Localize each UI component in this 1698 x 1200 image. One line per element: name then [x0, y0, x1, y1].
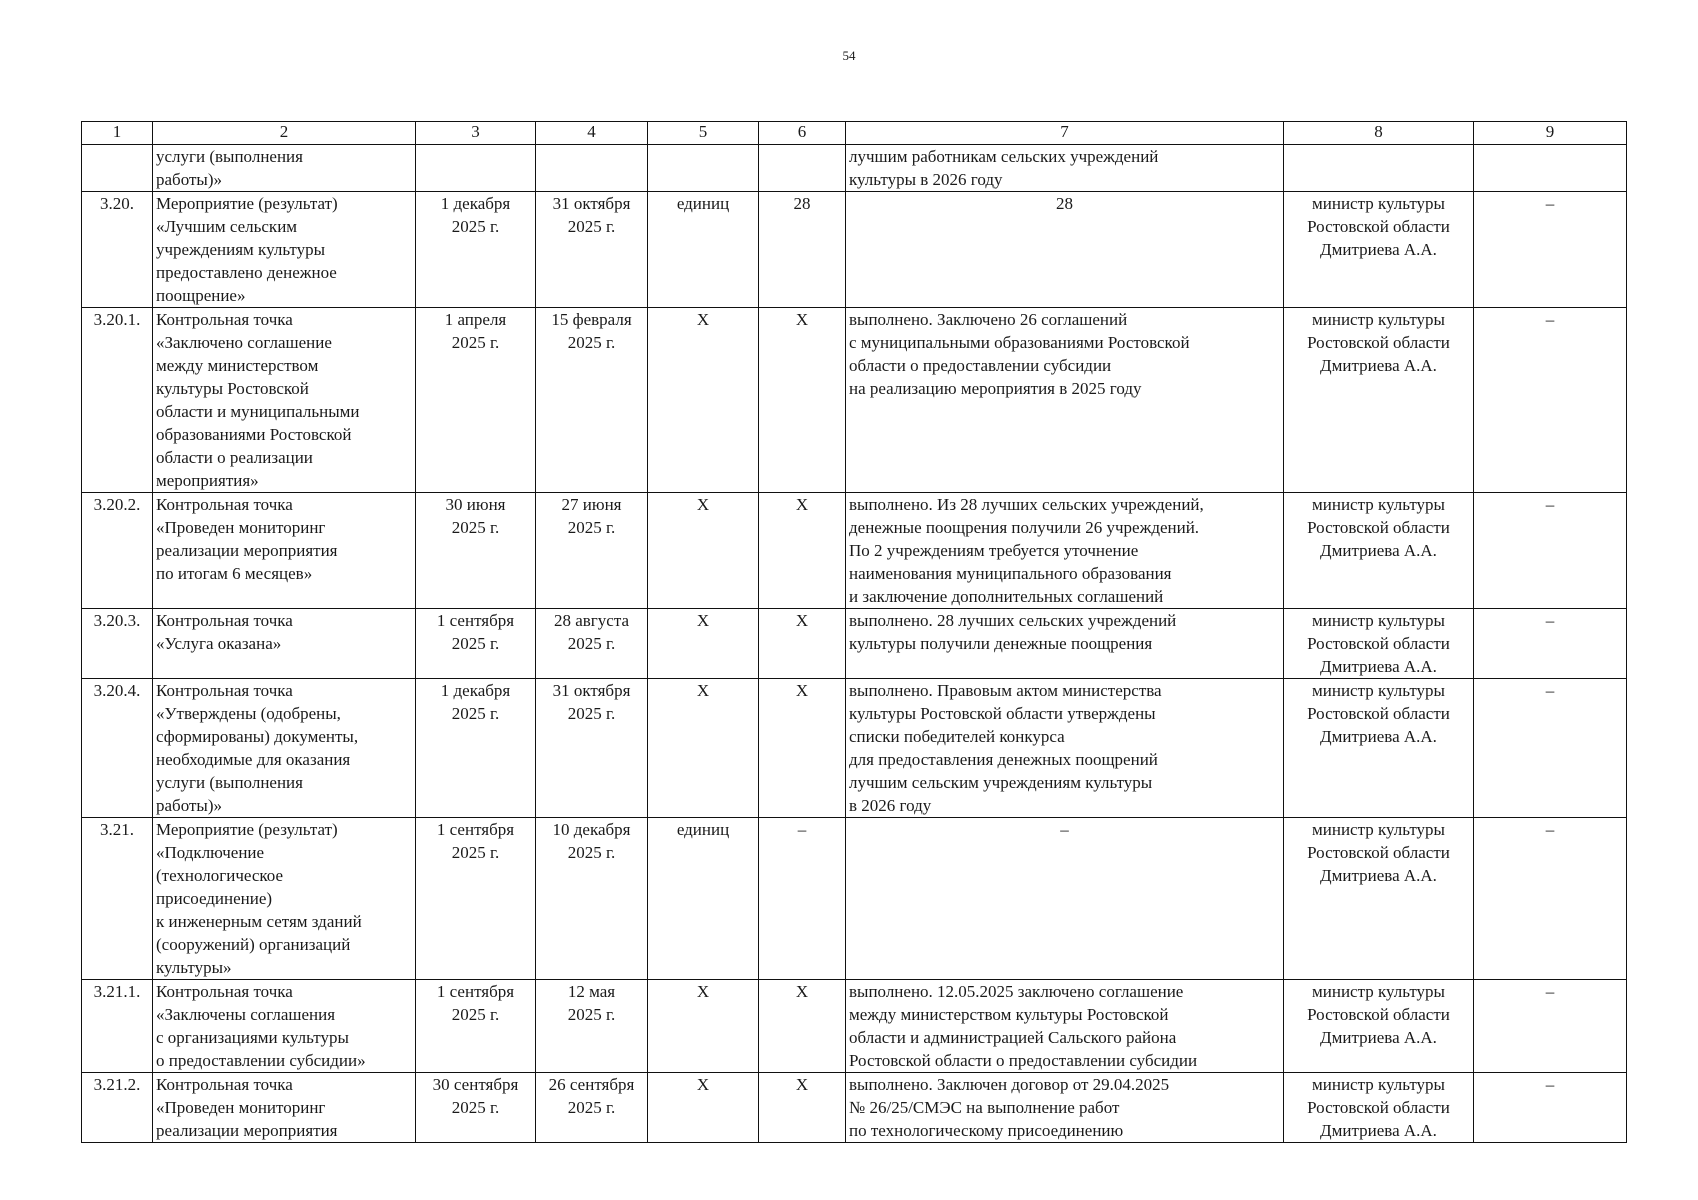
plan-value: Х: [759, 1073, 846, 1143]
row-number: 3.20.1.: [82, 308, 153, 493]
end-date: 27 июня 2025 г.: [536, 493, 648, 609]
measure-name: Контрольная точка «Заключены соглашения с организациями культуры о предоставлении субсидии»: [153, 980, 416, 1073]
plan-value: 28: [759, 192, 846, 308]
status-text: –: [846, 818, 1284, 980]
start-date: 1 апреля 2025 г.: [416, 308, 536, 493]
unit: Х: [648, 308, 759, 493]
end-date: 12 мая 2025 г.: [536, 980, 648, 1073]
row-number: 3.20.4.: [82, 679, 153, 818]
table-row: [82, 980, 1627, 1073]
plan-value: Х: [759, 308, 846, 493]
plan-value: Х: [759, 679, 846, 818]
start-date: 1 сентября 2025 г.: [416, 818, 536, 980]
report-table: [81, 121, 1627, 1143]
responsible: министр культуры Ростовской области Дмитриева А.А.: [1284, 679, 1474, 818]
col-header-8: 8: [1284, 122, 1474, 145]
status-text: 28: [846, 192, 1284, 308]
col-header-7: 7: [846, 122, 1284, 145]
plan-value: Х: [759, 980, 846, 1073]
measure-name: Мероприятие (результат) «Подключение (технологическое присоединение) к инженерным сетям зданий (сооружений) организаций культуры»: [153, 818, 416, 980]
col-header-2: 2: [153, 122, 416, 145]
end-date: 15 февраля 2025 г.: [536, 308, 648, 493]
status-text: выполнено. 28 лучших сельских учреждений культуры получили денежные поощрения: [846, 609, 1284, 679]
end-date: [536, 145, 648, 192]
note: –: [1474, 192, 1627, 308]
unit: [648, 145, 759, 192]
status-text: лучшим работникам сельских учреждений культуры в 2026 году: [846, 145, 1284, 192]
responsible: министр культуры Ростовской области Дмитриева А.А.: [1284, 192, 1474, 308]
col-header-5: 5: [648, 122, 759, 145]
responsible: [1284, 145, 1474, 192]
header-row: [82, 122, 1627, 145]
unit: Х: [648, 679, 759, 818]
unit: Х: [648, 609, 759, 679]
page-number: 54: [842, 48, 856, 63]
end-date: 28 августа 2025 г.: [536, 609, 648, 679]
row-number: 3.20.3.: [82, 609, 153, 679]
measure-name: Контрольная точка «Проведен мониторинг реализации мероприятия: [153, 1073, 416, 1143]
table-row: [82, 679, 1627, 818]
unit: единиц: [648, 192, 759, 308]
measure-name: Контрольная точка «Услуга оказана»: [153, 609, 416, 679]
status-text: выполнено. Из 28 лучших сельских учреждений, денежные поощрения получили 26 учреждений. По 2 учреждениям требуется уточнение наименования муниципального образования и заключение дополнительных соглашений: [846, 493, 1284, 609]
status-text: выполнено. Заключен договор от 29.04.2025 № 26/25/СМЭС на выполнение работ по технологическому присоединению: [846, 1073, 1284, 1143]
end-date: 10 декабря 2025 г.: [536, 818, 648, 980]
note: –: [1474, 679, 1627, 818]
responsible: министр культуры Ростовской области Дмитриева А.А.: [1284, 308, 1474, 493]
table-row: [82, 609, 1627, 679]
table-row: [82, 818, 1627, 980]
end-date: 31 октября 2025 г.: [536, 192, 648, 308]
start-date: [416, 145, 536, 192]
plan-value: –: [759, 818, 846, 980]
measure-name: Мероприятие (результат) «Лучшим сельским учреждениям культуры предоставлено денежное поощрение»: [153, 192, 416, 308]
status-text: выполнено. 12.05.2025 заключено соглашение между министерством культуры Ростовской области и администрацией Сальского района Ростовской области о предоставлении субсидии: [846, 980, 1284, 1073]
row-number: 3.21.1.: [82, 980, 153, 1073]
start-date: 1 сентября 2025 г.: [416, 609, 536, 679]
note: –: [1474, 308, 1627, 493]
note: –: [1474, 980, 1627, 1073]
start-date: 1 сентября 2025 г.: [416, 980, 536, 1073]
start-date: 1 декабря 2025 г.: [416, 679, 536, 818]
row-number: 3.21.: [82, 818, 153, 980]
responsible: министр культуры Ростовской области Дмитриева А.А.: [1284, 980, 1474, 1073]
responsible: министр культуры Ростовской области Дмитриева А.А.: [1284, 818, 1474, 980]
table-row: [82, 145, 1627, 192]
table-row: [82, 493, 1627, 609]
plan-value: [759, 145, 846, 192]
unit: единиц: [648, 818, 759, 980]
col-header-6: 6: [759, 122, 846, 145]
note: –: [1474, 818, 1627, 980]
plan-value: Х: [759, 609, 846, 679]
col-header-3: 3: [416, 122, 536, 145]
measure-name: Контрольная точка «Проведен мониторинг реализации мероприятия по итогам 6 месяцев»: [153, 493, 416, 609]
end-date: 31 октября 2025 г.: [536, 679, 648, 818]
measure-name: Контрольная точка «Заключено соглашение между министерством культуры Ростовской области и муниципальными образованиями Ростовской области о реализации мероприятия»: [153, 308, 416, 493]
note: [1474, 145, 1627, 192]
table-row: [82, 192, 1627, 308]
responsible: министр культуры Ростовской области Дмитриева А.А.: [1284, 493, 1474, 609]
measure-name: Контрольная точка «Утверждены (одобрены, сформированы) документы, необходимые для оказания услуги (выполнения работы)»: [153, 679, 416, 818]
col-header-4: 4: [536, 122, 648, 145]
status-text: выполнено. Заключено 26 соглашений с муниципальными образованиями Ростовской области о предоставлении субсидии на реализацию мероприятия в 2025 году: [846, 308, 1284, 493]
end-date: 26 сентября 2025 г.: [536, 1073, 648, 1143]
table-row: [82, 1073, 1627, 1143]
unit: Х: [648, 1073, 759, 1143]
table-row: [82, 308, 1627, 493]
start-date: 30 сентября 2025 г.: [416, 1073, 536, 1143]
note: –: [1474, 493, 1627, 609]
start-date: 1 декабря 2025 г.: [416, 192, 536, 308]
row-number: 3.21.2.: [82, 1073, 153, 1143]
measure-name: услуги (выполнения работы)»: [153, 145, 416, 192]
row-number: [82, 145, 153, 192]
start-date: 30 июня 2025 г.: [416, 493, 536, 609]
row-number: 3.20.2.: [82, 493, 153, 609]
row-number: 3.20.: [82, 192, 153, 308]
plan-value: Х: [759, 493, 846, 609]
col-header-1: 1: [82, 122, 153, 145]
note: –: [1474, 609, 1627, 679]
responsible: министр культуры Ростовской области Дмитриева А.А.: [1284, 609, 1474, 679]
note: –: [1474, 1073, 1627, 1143]
unit: Х: [648, 980, 759, 1073]
status-text: выполнено. Правовым актом министерства культуры Ростовской области утверждены списки победителей конкурса для предоставления денежных поощрений лучшим сельским учреждениям культуры в 2026 году: [846, 679, 1284, 818]
responsible: министр культуры Ростовской области Дмитриева А.А.: [1284, 1073, 1474, 1143]
col-header-9: 9: [1474, 122, 1627, 145]
unit: Х: [648, 493, 759, 609]
